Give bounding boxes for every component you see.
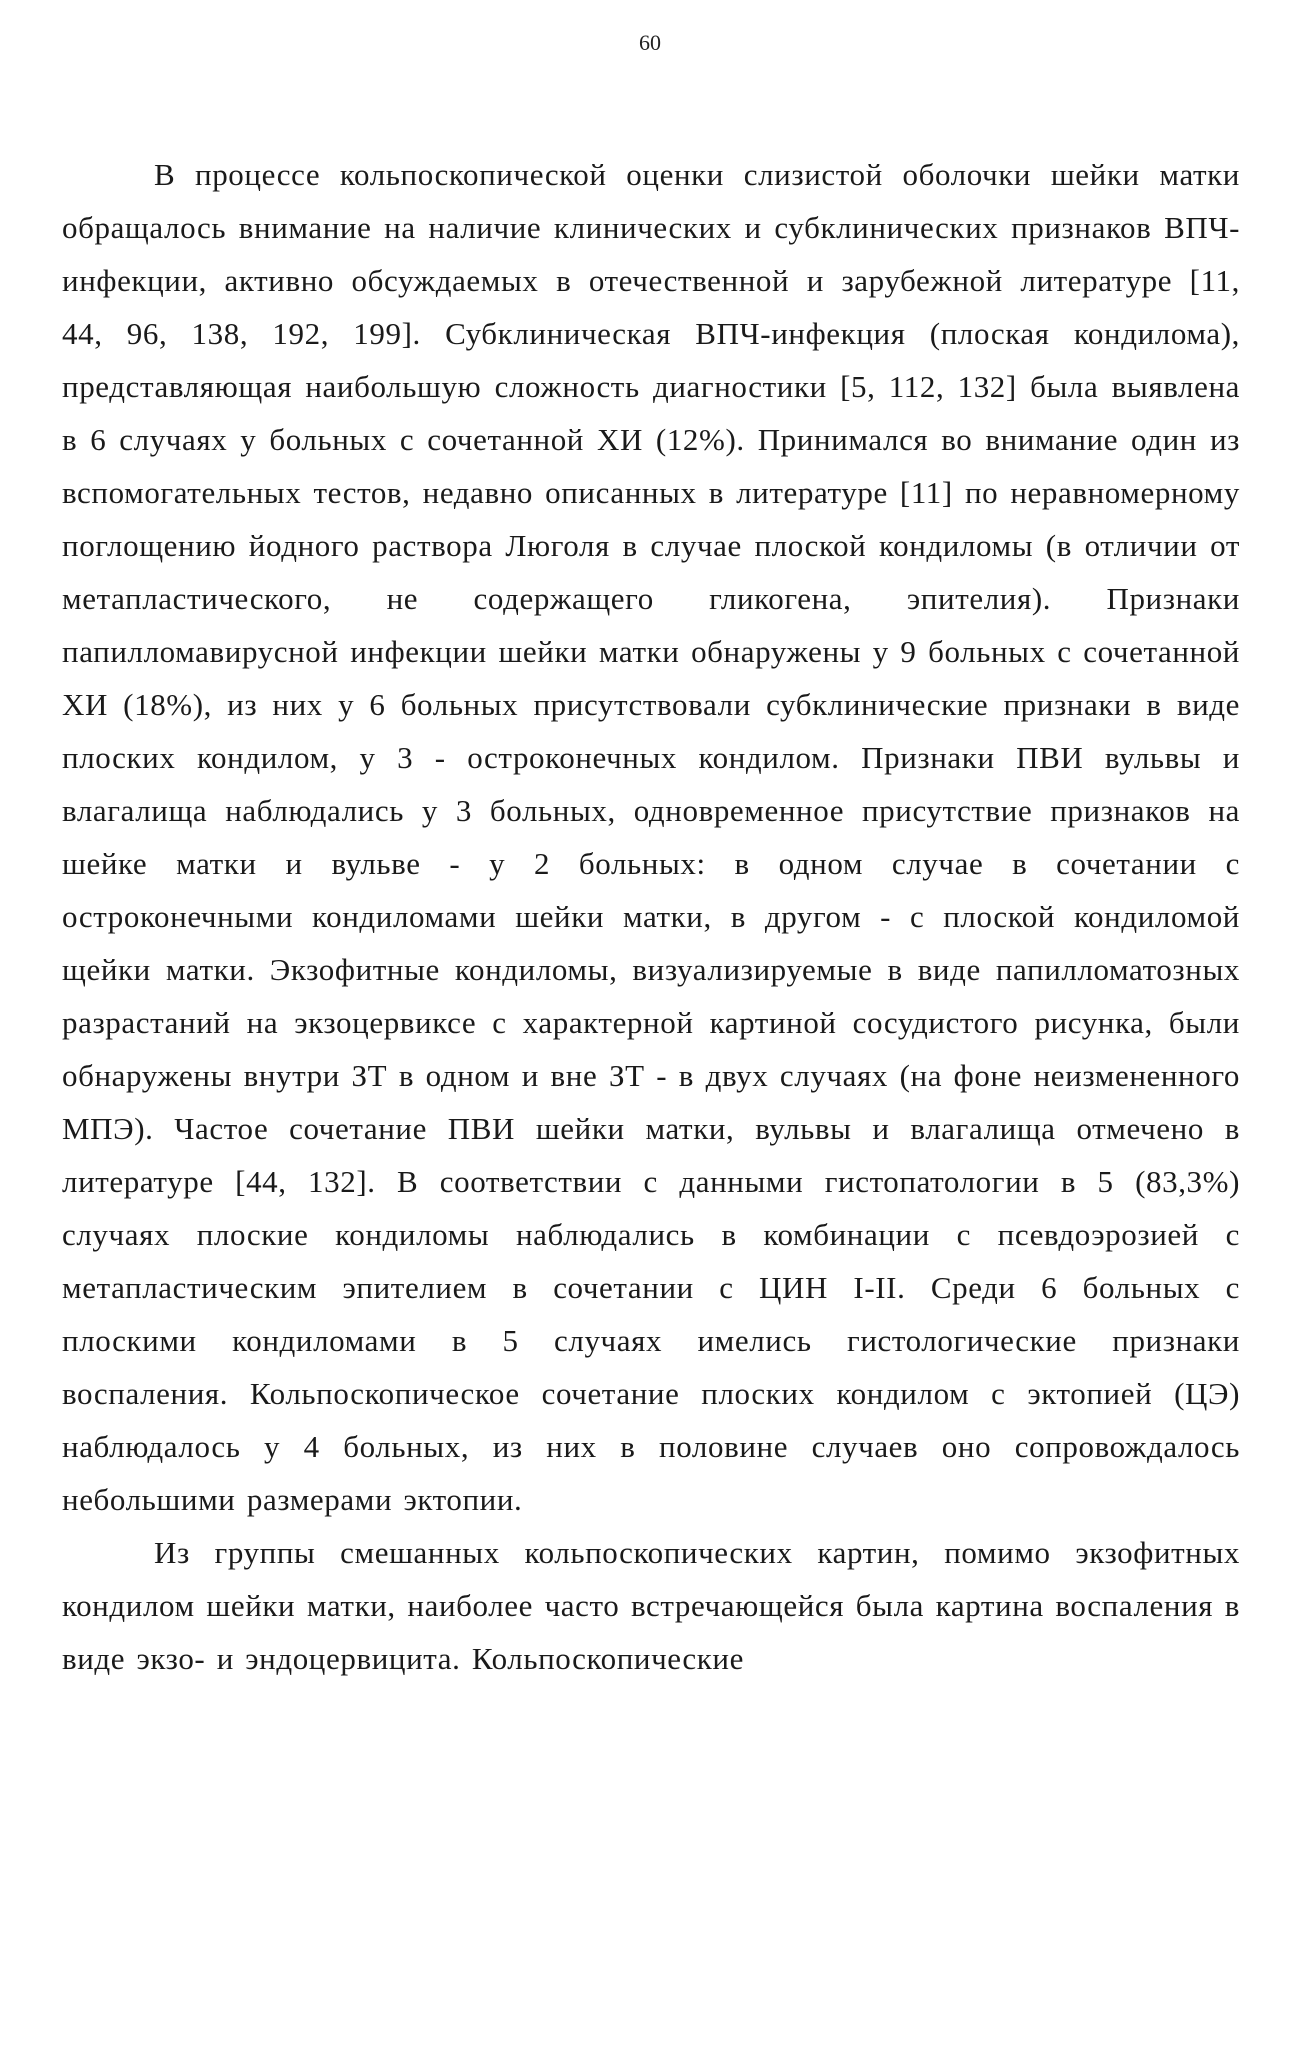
- page-number: 60: [639, 30, 661, 55]
- paragraph: В процессе кольпоскопической оценки слизистой оболочки шейки матки обращалось внимание на наличие клинических и субклинических признаков ВПЧ-инфекции, активно обсуждаемых в отечественной и зарубежной литературе [11, 44, 96, 138, 192, 199]. Субклиническая ВПЧ-инфекция (плоская кондилома), представляющая наибольшую сложность диагностики [5, 112, 132] была выявлена в 6 случаях у больных с сочетанной ХИ (12%). Принимался во внимание один из вспомогательных тестов, недавно описанных в литературе [11] по неравномерному поглощению йодного раствора Люголя в случае плоской кондиломы (в отличии от метапластического, не содержащего гликогена, эпителия). Признаки папилломавирусной инфекции шейки матки обнаружены у 9 больных с сочетанной ХИ (18%), из них у 6 больных присутствовали субклинические признаки в виде плоских кондилом, у 3 - остроконечных кондилом. Признаки ПВИ вульвы и влагалища наблюдались у 3 больных, одновременное присутствие признаков на шейке матки и вульве - у 2 больных: в одном случае в сочетании с остроконечными кондиломами шейки матки, в другом - с плоской кондиломой щейки матки. Экзофитные кондиломы, визуализируемые в виде папилломатозных разрастаний на экзоцервиксе с характерной картиной сосудистого рисунка, были обнаружены внутри ЗТ в одном и вне ЗТ - в двух случаях (на фоне неизмененного МПЭ). Частое сочетание ПВИ шейки матки, вульвы и влагалища отмечено в литературе [44, 132]. В соответствии с данными гистопатологии в 5 (83,3%) случаях плоские кондиломы наблюдались в комбинации с псевдоэрозией с метапластическим эпителием в сочетании с ЦИН I-II. Среди 6 больных с плоскими кондиломами в 5 случаях имелись гистологические признаки воспаления. Кольпоскопическое сочетание плоских кондилом с эктопией (ЦЭ) наблюдалось у 4 больных, из них в половине случаев оно сопровождалось небольшими размерами эктопии.: [62, 157, 1240, 1517]
- body-text: [62, 148, 1240, 1685]
- paragraph: Из группы смешанных кольпоскопических картин, помимо экзофитных кондилом шейки матки, наиболее часто встречающейся была картина воспаления в виде экзо- и эндоцервицита. Кольпоскопические: [62, 1535, 1240, 1676]
